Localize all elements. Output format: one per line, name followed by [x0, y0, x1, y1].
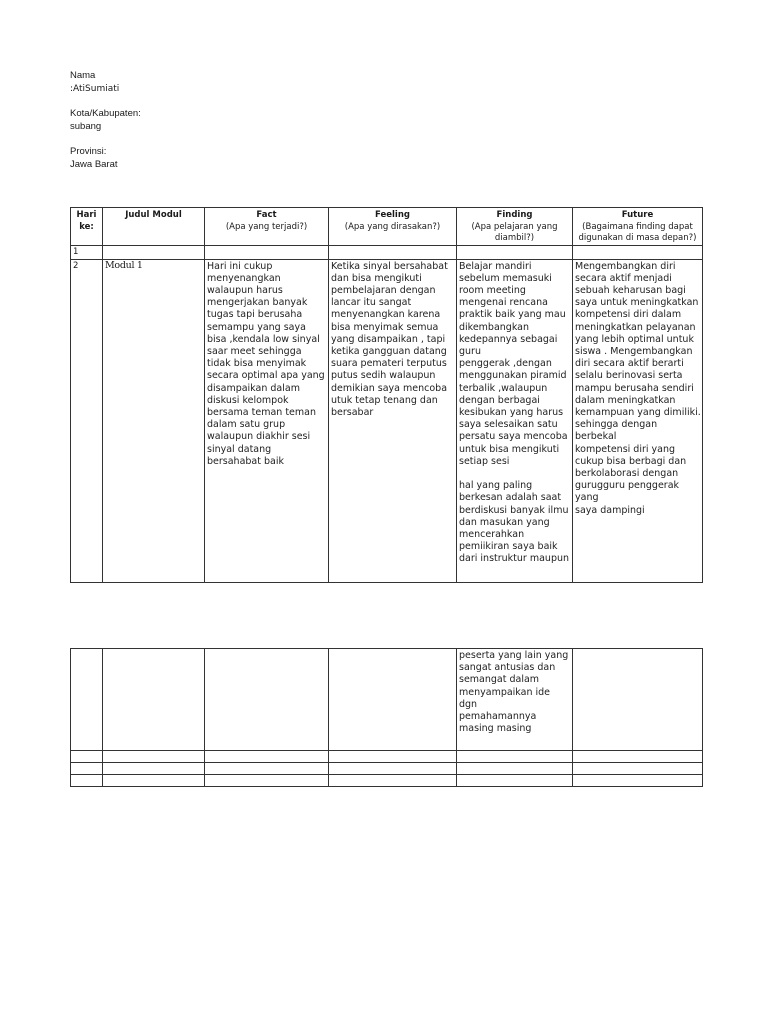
finding-cell	[457, 775, 573, 787]
header-future: Future (Bagaimana finding dapat digunakan di masa depan?)	[573, 208, 703, 246]
day-cell	[71, 763, 103, 775]
provinsi-block	[70, 146, 118, 171]
module-cell	[103, 775, 205, 787]
identity-block	[70, 70, 119, 95]
fact-cell	[205, 775, 329, 787]
finding-cell: Belajar mandiri sebelum memasuki room meeting mengenai rencana praktik baik yang mau dikembangkan kedepannya sebagai guru penggerak ,dengan menggunakan piramid terbalik ,walaupun dengan berbagai kesibukan yang harus saya selesaikan satu persatu saya mencoba untuk bisa mengikuti setiap sesi hal yang paling berkesan adalah saat berdiskusi banyak ilmu dan masukan yang mencerahkan pemiikiran saya baik dari instruktur maupun	[457, 259, 573, 582]
feeling-cell	[329, 775, 457, 787]
provinsi-label: Provinsi:	[70, 146, 107, 157]
day-cell: 1	[71, 245, 103, 259]
day-cell	[71, 649, 103, 751]
module-cell	[103, 649, 205, 751]
day-cell: 2	[71, 259, 103, 582]
table-header-row	[71, 208, 703, 246]
finding-cell: peserta yang lain yang sangat antusias dan semangat dalam menyampaikan ide dgn pemahamannya masing masing	[457, 649, 573, 751]
header-day: Hari ke:	[71, 208, 103, 246]
table-row	[71, 775, 703, 787]
future-cell	[573, 649, 703, 751]
future-cell	[573, 245, 703, 259]
feeling-cell	[329, 751, 457, 763]
module-cell: Modul 1	[103, 259, 205, 582]
kota-block	[70, 108, 141, 133]
fact-cell	[205, 245, 329, 259]
fact-cell	[205, 649, 329, 751]
table-row	[71, 763, 703, 775]
day-cell	[71, 775, 103, 787]
module-cell	[103, 245, 205, 259]
table-row	[71, 649, 703, 751]
feeling-cell	[329, 649, 457, 751]
future-cell	[573, 751, 703, 763]
kota-value: subang	[70, 120, 102, 132]
provinsi-value: Jawa Barat	[70, 158, 118, 170]
finding-cell	[457, 763, 573, 775]
header-finding: Finding (Apa pelajaran yang diambil?)	[457, 208, 573, 246]
feeling-cell	[329, 245, 457, 259]
fact-cell: Hari ini cukup menyenangkan walaupun harus mengerjakan banyak tugas tapi berusaha semampu yang saya bisa ,kendala low sinyal saar meet sehingga tidak bisa menyimak secara optimal apa yang disampaikan dalam diskusi kelompok bersama teman teman dalam satu grup walaupun diakhir sesi sinyal datang bersahabat baik	[205, 259, 329, 582]
module-cell	[103, 751, 205, 763]
journal-table	[70, 207, 703, 583]
header-module: Judul Modul	[103, 208, 205, 246]
journal-table-continued	[70, 648, 703, 787]
future-cell	[573, 763, 703, 775]
table-row	[71, 751, 703, 763]
feeling-cell: Ketika sinyal bersahabat dan bisa mengikuti pembelajaran dengan lancar itu sangat menyenangkan karena bisa menyimak semua yang disampaikan , tapi ketika gangguan datang suara pemateri terputus putus sedih walaupun demikian saya mencoba utuk tetap tenang dan bersabar	[329, 259, 457, 582]
header-feeling: Feeling (Apa yang dirasakan?)	[329, 208, 457, 246]
nama-label: Nama	[70, 70, 96, 81]
module-cell	[103, 763, 205, 775]
finding-cell	[457, 245, 573, 259]
finding-cell	[457, 751, 573, 763]
header-fact: Fact (Apa yang terjadi?)	[205, 208, 329, 246]
future-cell: Mengembangkan diri secara aktif menjadi sebuah keharusan bagi saya untuk meningkatkan kompetensi diri dalam meningkatkan pelayanan yang lebih optimal untuk siswa . Mengembangkan diri secara aktif berarti selalu berinovasi serta mampu berusaha sendiri dalam meningkatkan kemampuan yang dimiliki. sehingga dengan berbekal kompetensi diri yang cukup bisa berbagi dan berkolaborasi dengan gurugguru penggerak yang saya dampingi	[573, 259, 703, 582]
table-row	[71, 245, 703, 259]
nama-value: :AtiSumiati	[70, 83, 120, 94]
future-cell	[573, 775, 703, 787]
day-cell	[71, 751, 103, 763]
fact-cell	[205, 751, 329, 763]
kota-label: Kota/Kabupaten:	[70, 108, 141, 119]
feeling-cell	[329, 763, 457, 775]
table-row	[71, 259, 703, 582]
fact-cell	[205, 763, 329, 775]
